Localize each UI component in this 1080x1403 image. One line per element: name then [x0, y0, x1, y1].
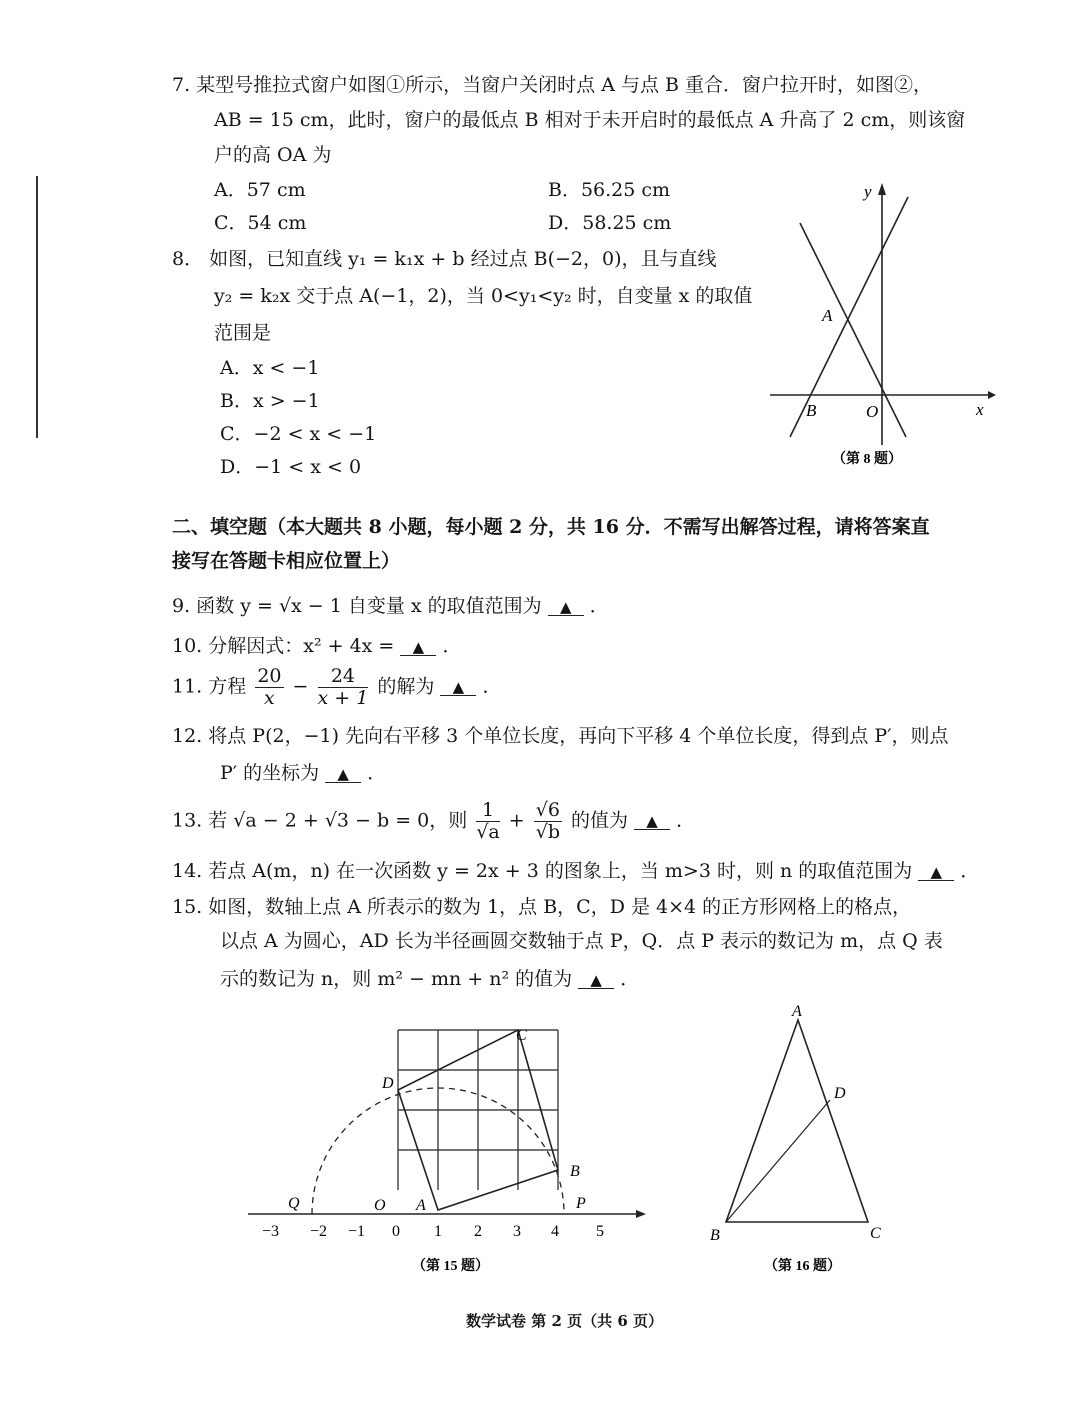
fig16 — [700, 1000, 900, 1280]
q13-answer-slot: ▲ — [634, 814, 670, 830]
q9-end: ． — [589, 595, 609, 617]
q15-end: ． — [620, 968, 640, 990]
q13-num2: √6 — [535, 799, 560, 821]
q12-end: ． — [367, 762, 387, 784]
q11-minus: − — [292, 675, 309, 698]
q9 — [172, 597, 609, 616]
q9-answer-slot: ▲ — [548, 600, 584, 616]
q10-answer-slot: ▲ — [400, 640, 436, 656]
q8-figure — [760, 175, 1000, 475]
q8-label-b: B — [806, 401, 817, 420]
fig15-caption: （第 15 题） — [412, 1259, 489, 1274]
fig16-triangle — [726, 1020, 868, 1222]
q8-option-d: D．−1 < x < 0 — [220, 456, 362, 478]
tick-label: 0 — [392, 1223, 400, 1240]
fig15 — [240, 1020, 660, 1280]
q7-option-d: D．58.25 cm — [548, 212, 672, 234]
q14-end: ． — [960, 860, 980, 882]
fig15-segment-ab — [438, 1170, 558, 1210]
q11-fraction-1 — [255, 666, 283, 709]
binding-margin-line — [36, 176, 38, 438]
fig16-label-b: B — [710, 1227, 720, 1244]
q7-option-a: A．57 cm — [214, 179, 306, 201]
fig15-label-b: B — [570, 1163, 580, 1180]
q13-text: 13. 若 √a − 2 + √3 − b = 0，则 — [172, 809, 468, 832]
fig16-label-c: C — [870, 1225, 881, 1242]
q15-line3 — [220, 970, 639, 989]
q7-option-c: C．54 cm — [214, 212, 307, 234]
q13-fraction-1 — [476, 800, 499, 843]
tick-label: 3 — [513, 1223, 521, 1240]
q11 — [172, 666, 502, 709]
q14-answer-slot: ▲ — [918, 865, 954, 881]
fig15-grid — [398, 1030, 558, 1190]
q13-den2: √b — [535, 820, 560, 843]
q8-label-x: x — [976, 400, 984, 419]
q11-num1: 20 — [257, 665, 282, 687]
q13-den1: √a — [476, 820, 500, 843]
tick-label: 5 — [596, 1223, 604, 1240]
q12-line1: 12. 将点 P(2，−1) 先向右平移 3 个单位长度，再向下平移 4 个单位长度，得到点 P′，则点 — [172, 725, 949, 747]
q8-label-y: y — [864, 182, 872, 201]
q11-end: ． — [482, 675, 502, 698]
fig16-label-a: A — [792, 1003, 802, 1020]
q11-text: 11. 方程 — [172, 675, 247, 698]
fig15-label-d: D — [382, 1075, 394, 1092]
q13-num1: 1 — [476, 800, 499, 822]
tick-label: −3 — [262, 1223, 280, 1240]
tick-label: −1 — [348, 1223, 366, 1240]
q11-den1: x — [264, 686, 275, 709]
q13-text2: 的值为 — [571, 809, 629, 832]
q7-line3: 户的高 OA 为 — [214, 144, 332, 166]
q8-label-a: A — [822, 306, 833, 325]
q15-line1: 15. 如图，数轴上点 A 所表示的数为 1，点 B，C，D 是 4×4 的正方形网格上的格点， — [172, 896, 912, 918]
q15-line2: 以点 A 为圆心，AD 长为半径画圆交数轴于点 P，Q．点 P 表示的数记为 m，点 Q 表 — [220, 930, 943, 952]
q8-option-c: C．−2 < x < −1 — [220, 423, 377, 445]
fig16-segment-bd — [726, 1100, 830, 1222]
q13 — [172, 800, 695, 843]
q13-plus: + — [508, 809, 525, 832]
q9-text: 9. 函数 y = √x − 1 自变量 x 的取值范围为 — [172, 595, 542, 617]
fig16-caption: （第 16 题） — [764, 1259, 841, 1274]
page-footer: 数学试卷 第 2 页（共 6 页） — [466, 1312, 663, 1330]
q15-answer-slot: ▲ — [578, 973, 614, 989]
q10 — [172, 637, 461, 656]
q7-line1: 7. 某型号推拉式窗户如图①所示，当窗户关闭时点 A 与点 B 重合．窗户拉开时，如图②， — [172, 74, 933, 96]
q10-end: ． — [442, 635, 462, 657]
fig15-label-a: A — [416, 1197, 426, 1214]
fig15-axis-arrow — [636, 1210, 646, 1218]
q14-text: 14. 若点 A(m，n) 在一次函数 y = 2x + 3 的图象上，当 m>3 时，则 n 的取值范围为 — [172, 860, 913, 882]
q15-text: 示的数记为 n，则 m² − mn + n² 的值为 — [220, 968, 573, 990]
fig16-label-d: D — [834, 1085, 846, 1102]
section2-line1: 二、填空题（本大题共 8 小题，每小题 2 分，共 16 分．不需写出解答过程，请将答案直 — [172, 516, 930, 538]
q13-fraction-2 — [534, 800, 562, 843]
q14 — [172, 862, 979, 881]
q8-option-a: A．x < −1 — [220, 357, 320, 379]
tick-label: −2 — [310, 1223, 328, 1240]
q7-line2: AB = 15 cm，此时，窗户的最低点 B 相对于未开启时的最低点 A 升高了 2 cm，则该窗 — [214, 109, 966, 131]
fig15-label-p: P — [576, 1195, 586, 1212]
q8-line2: y₂ = k₂x 交于点 A(−1，2)，当 0<y₁<y₂ 时，自变量 x 的取值 — [214, 285, 753, 307]
q8-x-arrow — [988, 391, 996, 399]
q8-line3: 范围是 — [214, 322, 272, 344]
q8-option-b: B．x > −1 — [220, 390, 320, 412]
q8-label-o: O — [866, 402, 879, 421]
tick-label: 2 — [474, 1223, 482, 1240]
q11-answer-slot: ▲ — [440, 680, 476, 696]
q13-end: ． — [676, 809, 696, 832]
q11-text2: 的解为 — [377, 675, 435, 698]
fig15-label-o: O — [374, 1197, 386, 1214]
fig15-label-q: Q — [288, 1195, 300, 1212]
fig15-label-c: C — [516, 1027, 527, 1044]
q11-den2: x + 1 — [317, 686, 369, 709]
q8-y-arrow — [878, 183, 886, 195]
q12-line2 — [220, 764, 386, 783]
q12-answer-slot: ▲ — [325, 767, 361, 783]
q11-fraction-2 — [318, 666, 369, 709]
section2-line2: 接写在答题卡相应位置上） — [172, 550, 401, 572]
q11-num2: 24 — [318, 666, 369, 688]
q10-text: 10. 分解因式：x² + 4x = — [172, 635, 395, 657]
q7-option-b: B．56.25 cm — [548, 179, 671, 201]
tick-label: 4 — [551, 1223, 559, 1240]
tick-label: 1 — [434, 1223, 442, 1240]
q12-text: P′ 的坐标为 — [220, 762, 320, 784]
q8-line1: 8． 如图，已知直线 y₁ = k₁x + b 经过点 B(−2，0)，且与直线 — [172, 248, 717, 270]
q8-caption: （第 8 题） — [832, 452, 902, 467]
